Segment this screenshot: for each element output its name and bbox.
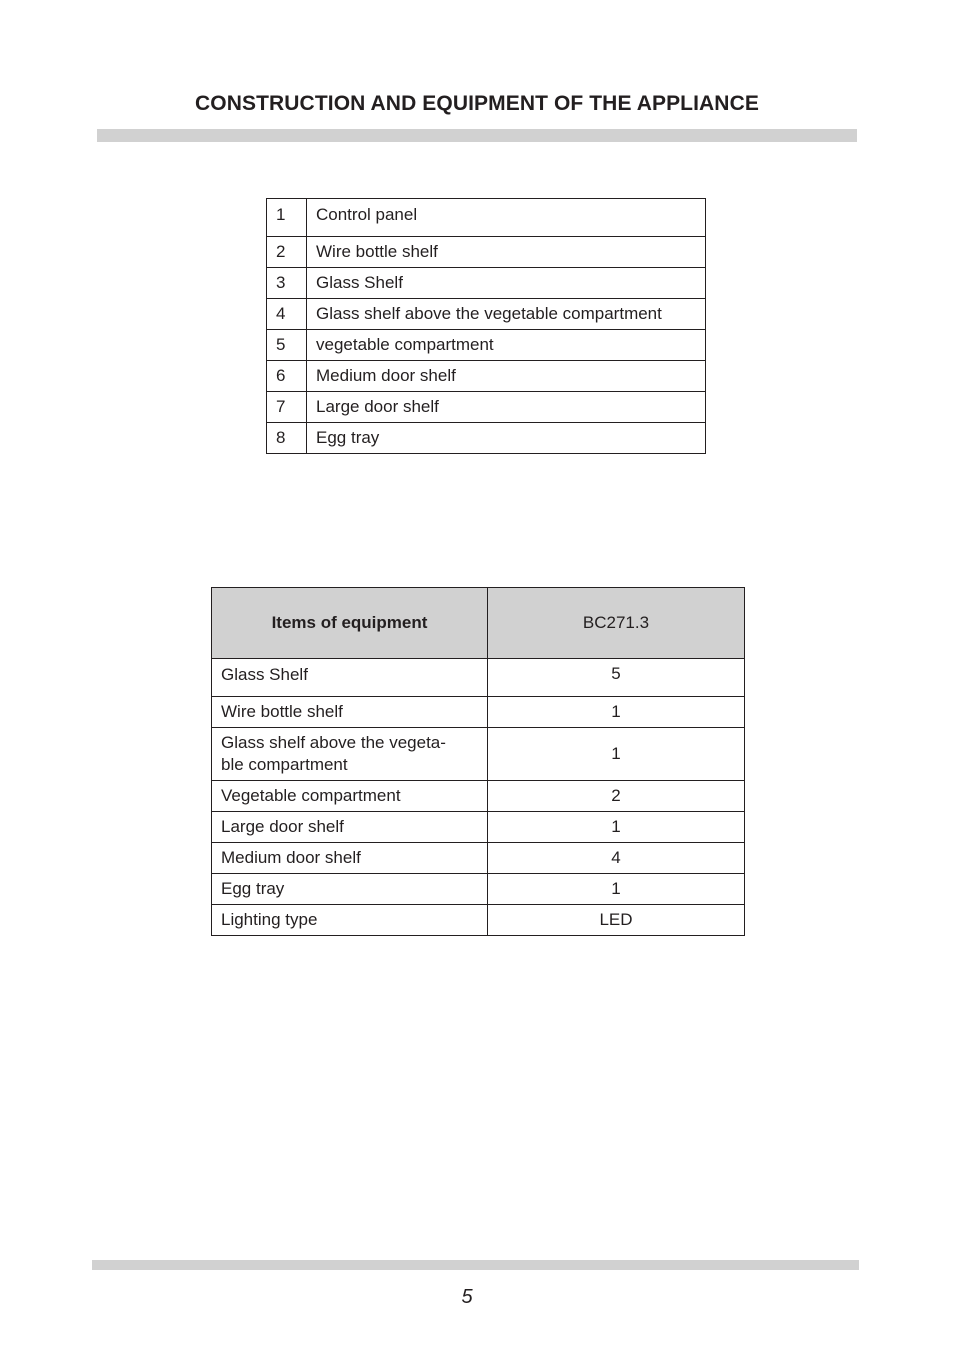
part-number: 7: [267, 392, 307, 423]
equipment-item: Glass Shelf: [212, 659, 488, 697]
equipment-value: 1: [488, 874, 745, 905]
table-row: [267, 299, 706, 330]
table-row: [212, 905, 745, 936]
table-row: [267, 330, 706, 361]
table-row: [212, 843, 745, 874]
part-number: 3: [267, 268, 307, 299]
table-row: [267, 392, 706, 423]
equipment-item-line: ble compartment: [221, 755, 348, 774]
equipment-item: Lighting type: [212, 905, 488, 936]
part-number: 8: [267, 423, 307, 454]
equipment-value: 1: [488, 728, 745, 781]
table-row: [212, 697, 745, 728]
equipment-value: 5: [488, 659, 745, 697]
equipment-value: LED: [488, 905, 745, 936]
equipment-item: Large door shelf: [212, 812, 488, 843]
table-row: [267, 361, 706, 392]
header-items-of-equipment: Items of equipment: [212, 588, 488, 659]
part-label: vegetable compartment: [307, 330, 706, 361]
page-number: 5: [461, 1286, 473, 1308]
header-model: BC271.3: [488, 588, 745, 659]
part-label: Glass shelf above the vegetable compartment: [307, 299, 706, 330]
table-row: [267, 237, 706, 268]
table-row: [212, 781, 745, 812]
part-label: Egg tray: [307, 423, 706, 454]
equipment-table: [211, 587, 745, 936]
table-row: [212, 812, 745, 843]
equipment-value: 1: [488, 812, 745, 843]
part-label: Wire bottle shelf: [307, 237, 706, 268]
equipment-item: Vegetable compartment: [212, 781, 488, 812]
header-divider: [97, 129, 857, 142]
equipment-value: 2: [488, 781, 745, 812]
equipment-value: 1: [488, 697, 745, 728]
part-number: 2: [267, 237, 307, 268]
table-row: [212, 874, 745, 905]
table-row: [267, 268, 706, 299]
part-number: 6: [267, 361, 307, 392]
equipment-value: 4: [488, 843, 745, 874]
part-label: Large door shelf: [307, 392, 706, 423]
part-label: Glass Shelf: [307, 268, 706, 299]
table-row: [212, 728, 745, 781]
table-row: [267, 199, 706, 237]
table-header-row: [212, 588, 745, 659]
footer-divider: [92, 1260, 859, 1270]
part-number: 5: [267, 330, 307, 361]
part-number: 4: [267, 299, 307, 330]
part-label: Medium door shelf: [307, 361, 706, 392]
table-row: [267, 423, 706, 454]
equipment-item-line: Glass shelf above the vegeta-: [221, 733, 446, 752]
part-label: Control panel: [307, 199, 706, 237]
page-title: CONSTRUCTION AND EQUIPMENT OF THE APPLIANCE: [195, 92, 759, 115]
equipment-item: [212, 728, 488, 781]
parts-table: [266, 198, 706, 454]
part-number: 1: [267, 199, 307, 237]
equipment-item: Wire bottle shelf: [212, 697, 488, 728]
table-row: [212, 659, 745, 697]
equipment-item: Egg tray: [212, 874, 488, 905]
equipment-item: Medium door shelf: [212, 843, 488, 874]
